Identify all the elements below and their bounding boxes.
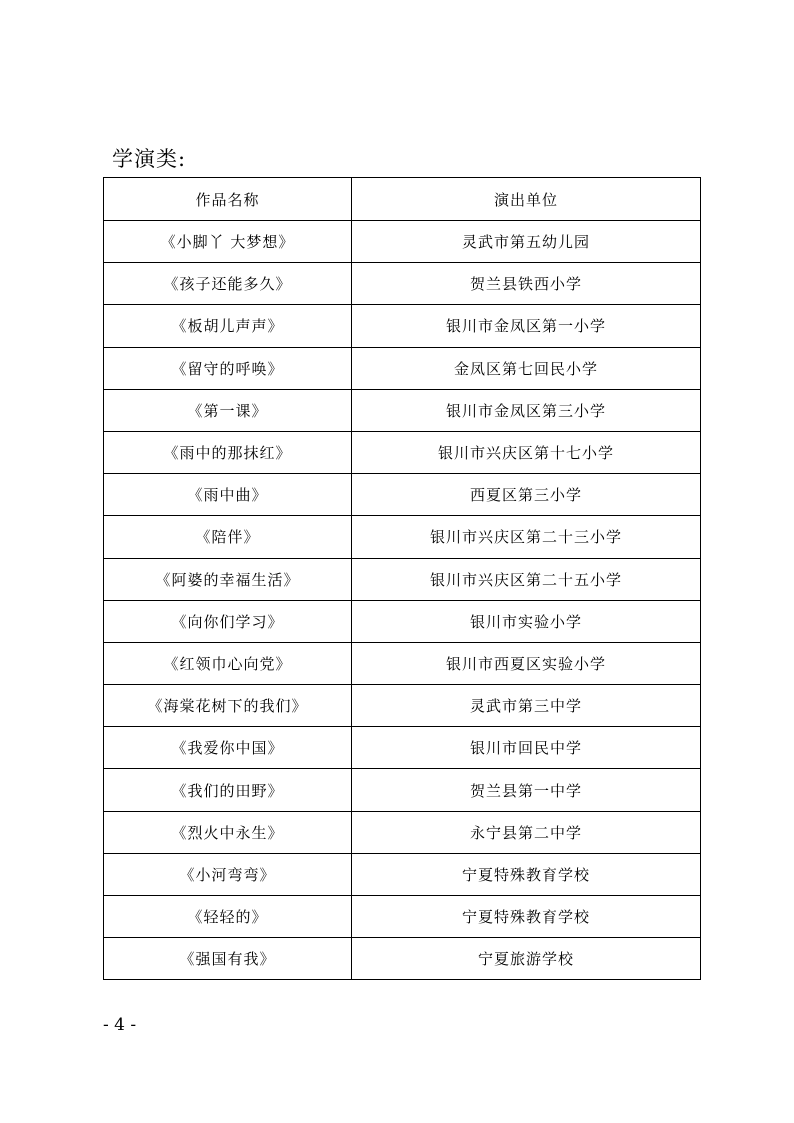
section-title: 学演类: <box>112 147 187 171</box>
performing-unit-cell: 灵武市第五幼儿园 <box>352 221 701 263</box>
column-header-work-name: 作品名称 <box>104 178 352 221</box>
performing-unit-cell: 银川市兴庆区第二十五小学 <box>352 558 701 600</box>
work-name-cell: 《雨中曲》 <box>104 474 352 516</box>
table-row <box>104 685 701 727</box>
table-row <box>104 811 701 853</box>
works-table <box>103 177 701 980</box>
work-name-cell: 《海棠花树下的我们》 <box>104 685 352 727</box>
table-row <box>104 769 701 811</box>
table-row <box>104 431 701 473</box>
performing-unit-cell: 灵武市第三中学 <box>352 685 701 727</box>
performing-unit-cell: 西夏区第三小学 <box>352 474 701 516</box>
work-name-cell: 《轻轻的》 <box>104 896 352 938</box>
work-name-cell: 《板胡儿声声》 <box>104 305 352 347</box>
performing-unit-cell: 宁夏特殊教育学校 <box>352 896 701 938</box>
performing-unit-cell: 金凤区第七回民小学 <box>352 347 701 389</box>
performing-unit-cell: 银川市回民中学 <box>352 727 701 769</box>
performing-unit-cell: 贺兰县铁西小学 <box>352 263 701 305</box>
work-name-cell: 《小脚丫 大梦想》 <box>104 221 352 263</box>
work-name-cell: 《向你们学习》 <box>104 600 352 642</box>
table-row <box>104 727 701 769</box>
work-name-cell: 《陪伴》 <box>104 516 352 558</box>
performing-unit-cell: 银川市金凤区第一小学 <box>352 305 701 347</box>
work-name-cell: 《烈火中永生》 <box>104 811 352 853</box>
table-row <box>104 389 701 431</box>
performing-unit-cell: 银川市兴庆区第十七小学 <box>352 431 701 473</box>
performing-unit-cell: 贺兰县第一中学 <box>352 769 701 811</box>
table-row <box>104 221 701 263</box>
table-row <box>104 642 701 684</box>
table-header-row <box>104 178 701 221</box>
performing-unit-cell: 银川市实验小学 <box>352 600 701 642</box>
table-row <box>104 347 701 389</box>
table-row <box>104 263 701 305</box>
performing-unit-cell: 银川市西夏区实验小学 <box>352 642 701 684</box>
column-header-performing-unit: 演出单位 <box>352 178 701 221</box>
table-row <box>104 474 701 516</box>
table-row <box>104 558 701 600</box>
work-name-cell: 《阿婆的幸福生活》 <box>104 558 352 600</box>
work-name-cell: 《孩子还能多久》 <box>104 263 352 305</box>
work-name-cell: 《雨中的那抹红》 <box>104 431 352 473</box>
page-number: - 4 - <box>103 1015 137 1035</box>
work-name-cell: 《我们的田野》 <box>104 769 352 811</box>
performing-unit-cell: 银川市金凤区第三小学 <box>352 389 701 431</box>
table-row <box>104 305 701 347</box>
performing-unit-cell: 宁夏旅游学校 <box>352 938 701 980</box>
work-name-cell: 《我爱你中国》 <box>104 727 352 769</box>
table-row <box>104 600 701 642</box>
work-name-cell: 《小河弯弯》 <box>104 853 352 895</box>
table-row <box>104 853 701 895</box>
work-name-cell: 《强国有我》 <box>104 938 352 980</box>
work-name-cell: 《留守的呼唤》 <box>104 347 352 389</box>
table-row <box>104 516 701 558</box>
performing-unit-cell: 永宁县第二中学 <box>352 811 701 853</box>
performing-unit-cell: 银川市兴庆区第二十三小学 <box>352 516 701 558</box>
performing-unit-cell: 宁夏特殊教育学校 <box>352 853 701 895</box>
table-row <box>104 896 701 938</box>
work-name-cell: 《第一课》 <box>104 389 352 431</box>
work-name-cell: 《红领巾心向党》 <box>104 642 352 684</box>
table-row <box>104 938 701 980</box>
